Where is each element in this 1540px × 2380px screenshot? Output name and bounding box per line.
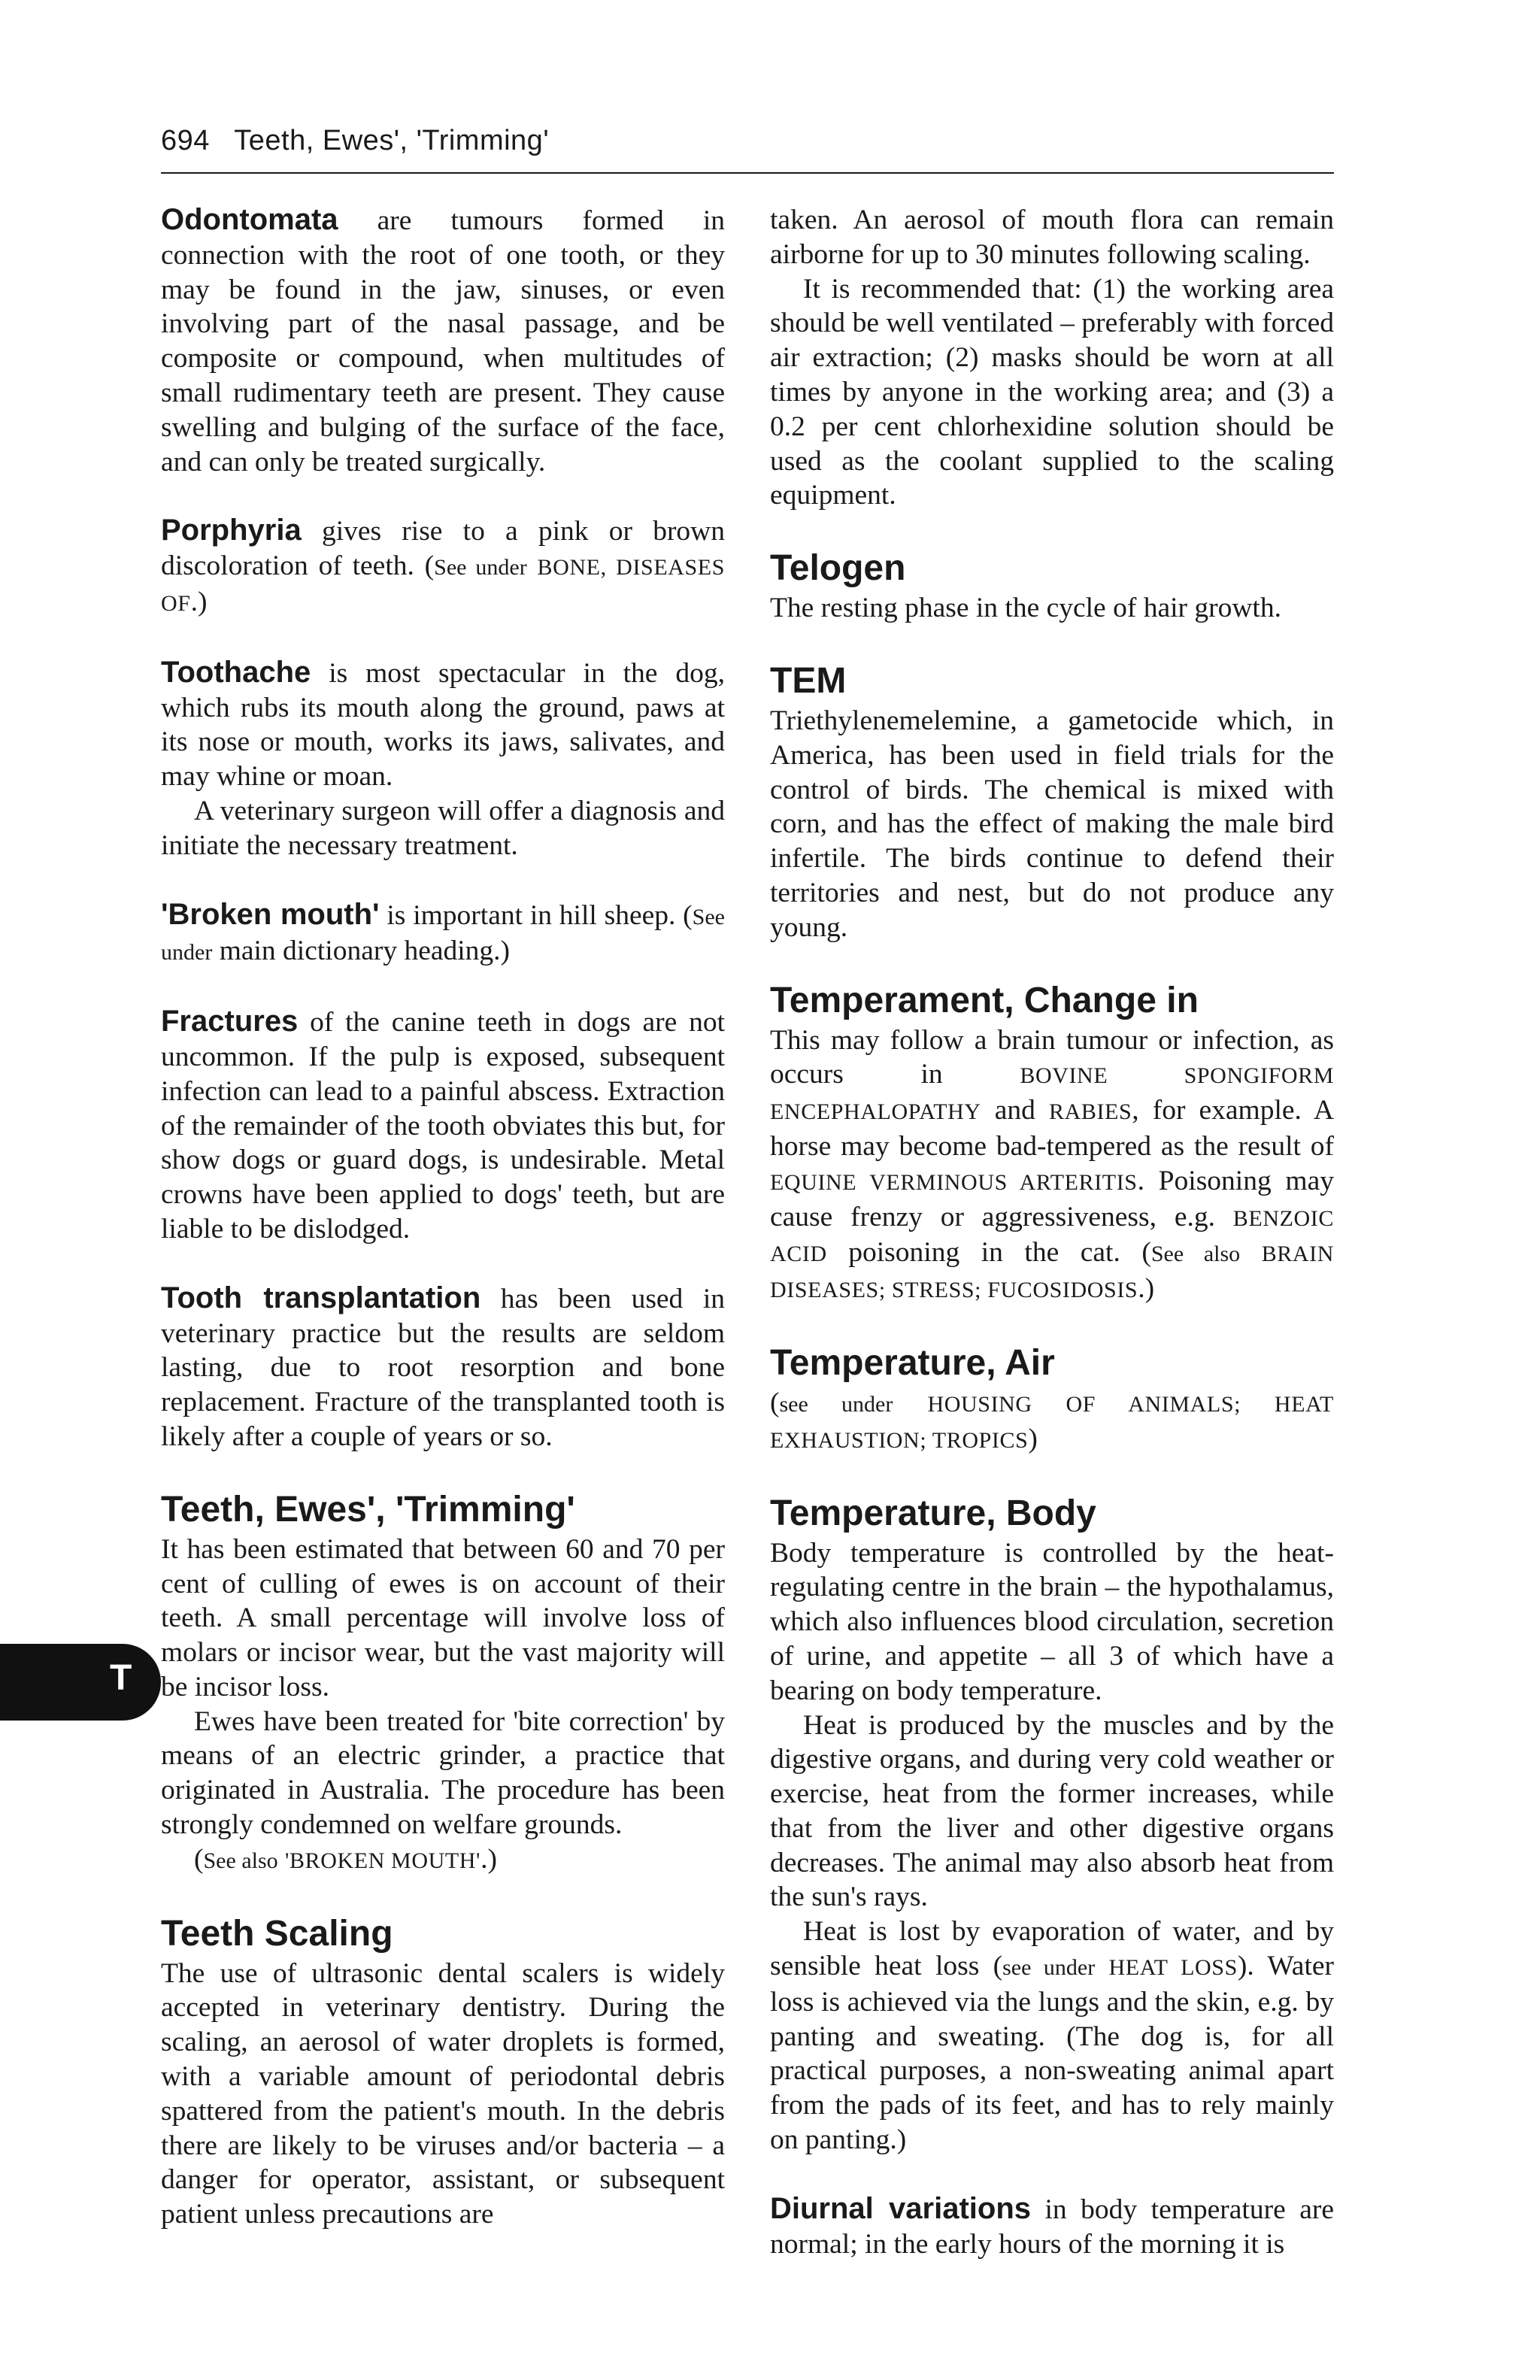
cross-reference: HEAT LOSS	[1108, 1955, 1238, 1981]
running-head	[161, 125, 1334, 157]
cross-reference: EQUINE VERMINOUS ARTERITIS	[770, 1169, 1138, 1195]
see-label: See under	[434, 555, 527, 581]
entry-text: .)	[480, 1843, 497, 1875]
entry-paragraph	[161, 898, 725, 971]
entry-teeth-scaling-continued	[770, 203, 1334, 513]
entry-paragraph: The use of ultrasonic dental scalers is widely accepted in veterinary dentistry. During the scaling, an aerosol of water droplets is formed, with a variable amount of periodontal debris spattered from the patient's mouth. In the debris there are likely to be viruses and/or bacteria – a danger for operator, assistant, or subsequent patient unless precautions are	[161, 1957, 725, 2230]
header-rule	[161, 172, 1334, 174]
entry-telogen	[770, 547, 1334, 626]
entry-diurnal-variations	[770, 2192, 1334, 2262]
entry-teeth-ewes-trimming	[161, 1489, 725, 1878]
entry-odontomata	[161, 203, 725, 479]
entry-porphyria	[161, 514, 725, 620]
see-label: see under	[1002, 1955, 1096, 1981]
entry-paragraph	[770, 1023, 1334, 1308]
entry-heading: Temperature, Body	[770, 1493, 1096, 1533]
cross-reference: BENZOIC ACID	[770, 1205, 1334, 1267]
section-thumb-tab	[0, 1644, 161, 1721]
entry-text: This may follow a brain tumour or infection, as occurs in	[770, 1024, 1334, 1090]
cross-reference: BOVINE SPONGIFORM ENCEPHALOPATHY	[770, 1063, 1334, 1125]
entry-term: Toothache	[161, 655, 311, 689]
entry-term: Tooth transplantation	[161, 1281, 481, 1314]
page-number: 694	[161, 125, 210, 156]
entry-paragraph	[161, 656, 725, 794]
entry-paragraph: It is recommended that: (1) the working area should be well ventilated – preferably with forced air extraction; (2) masks should be worn at all times by anyone in the working area; and (3) a 0.2 per cent chlorhexidine solution should be used as the coolant supplied to the scaling equipment.	[770, 273, 1334, 511]
entry-heading: Temperament, Change in	[770, 980, 1199, 1020]
entry-paragraph	[161, 1005, 725, 1247]
entry-text: )	[1028, 1423, 1038, 1454]
entry-text: Heat is lost by evaporation of water, and by sensible heat loss (	[770, 1916, 1334, 1982]
entry-paragraph	[161, 514, 725, 620]
entry-term: Fractures	[161, 1005, 299, 1038]
entry-paragraph: The resting phase in the cycle of hair growth.	[770, 593, 1281, 624]
entry-paragraph	[770, 2192, 1334, 2262]
entry-teeth-scaling	[161, 1913, 725, 2232]
entry-paragraph: Triethylenemelemine, a gametocide which, in America, has been used in field trials for the control of birds. The chemical is mixed with corn, and has the effect of making the male bird infertile. The birds continue to defend their territories and nest, but do not produce any young.	[770, 705, 1334, 943]
entry-text: main dictionary heading.)	[219, 935, 511, 967]
entry-text: poisoning in the cat. (	[848, 1237, 1151, 1269]
entry-text: of the canine teeth in dogs are not uncommon. If the pulp is exposed, subsequent infection can lead to a painful abscess. Extraction of the remainder of the tooth obviates this but, for show dogs or guard dogs, is undesirable. Metal crowns have been applied to dogs' teeth, but are liable to be dislodged.	[161, 1007, 725, 1245]
right-column	[770, 203, 1334, 2296]
entry-heading: Telogen	[770, 548, 906, 589]
entry-paragraph	[161, 203, 725, 479]
see-label: See also	[1150, 1242, 1241, 1267]
entry-paragraph: Ewes have been treated for 'bite correction' by means of an electric grinder, a practice that originated in Australia. The procedure has been strongly condemned on welfare grounds.	[161, 1705, 725, 1841]
entry-text: (	[194, 1843, 204, 1875]
left-column	[161, 203, 725, 2266]
entry-text: , for example. A horse may become bad-tempered as the result of	[770, 1095, 1334, 1162]
entry-text: (	[770, 1387, 780, 1418]
running-title: Teeth, Ewes', 'Trimming'	[234, 125, 550, 156]
entry-toothache	[161, 656, 725, 863]
entry-heading: TEM	[770, 660, 847, 701]
see-also-line	[161, 1842, 725, 1878]
entry-broken-mouth	[161, 898, 725, 971]
cross-reference: BONE, DISEASES OF	[161, 555, 726, 616]
entry-paragraph	[770, 1915, 1334, 2157]
entry-text: gives rise to a pink or brown discoloration of teeth. (	[161, 516, 726, 582]
entry-paragraph: A veterinary surgeon will offer a diagnosis and initiate the necessary treatment.	[161, 795, 725, 861]
cross-reference: 'BROKEN MOUTH'	[285, 1848, 481, 1873]
entry-temperature-air	[770, 1342, 1334, 1458]
entry-tooth-transplantation	[161, 1281, 725, 1454]
entry-paragraph: It has been estimated that between 60 and 70 per cent of culling of ewes is on account of their teeth. A small percentage will involve loss of molars or incisor wear, but the vast majority will be incisor loss.	[161, 1533, 725, 1702]
cross-reference: HOUSING OF ANIMALS; HEAT EXHAUSTION; TROPICS	[770, 1391, 1334, 1453]
entry-text: has been used in veterinary practice but the results are seldom lasting, due to root resorption and bone replacement. Fracture of the transplanted tooth is likely after a couple of years or so.	[161, 1283, 725, 1452]
entry-term: Odontomata	[161, 203, 338, 236]
cross-reference: BRAIN DISEASES; STRESS; FUCOSIDOSIS	[770, 1242, 1335, 1303]
entry-tem	[770, 660, 1334, 945]
entry-term: Porphyria	[161, 514, 302, 547]
entry-term: 'Broken mouth'	[161, 897, 380, 931]
see-label: See under	[161, 904, 725, 966]
entry-temperature-body	[770, 1493, 1334, 2157]
entry-heading: Teeth, Ewes', 'Trimming'	[161, 1489, 575, 1530]
entry-text: .)	[190, 586, 208, 617]
entry-temperament-change	[770, 980, 1334, 1308]
entry-paragraph: Heat is produced by the muscles and by the digestive organs, and during very cold weather or exercise, heat from the former increases, while that from the liver and other digestive organs decreases. The animal may also absorb heat from the sun's rays.	[770, 1709, 1334, 1913]
entry-paragraph	[770, 1386, 1334, 1458]
see-label: see under	[779, 1391, 893, 1417]
thumb-tab-letter: T	[110, 1658, 132, 1698]
entry-fractures	[161, 1005, 725, 1247]
entry-text: .)	[1138, 1273, 1155, 1305]
entry-heading: Teeth Scaling	[161, 1913, 393, 1954]
entry-text: . Poisoning may cause frenzy or aggressiveness, e.g.	[770, 1165, 1334, 1232]
entry-heading: Temperature, Air	[770, 1342, 1055, 1383]
entry-text: is most spectacular in the dog, which rubs its mouth along the ground, paws at its nose or mouth, works its jaws, salivates, and may whine or moan.	[161, 657, 725, 793]
entry-paragraph: Body temperature is controlled by the heat-regulating centre in the brain – the hypothalamus, which also influences blood circulation, secretion of urine, and appetite – all 3 of which have a bearing on body temperature.	[770, 1537, 1334, 1706]
entry-text: ). Water loss is achieved via the lungs and the skin, e.g. by panting and sweating. (The dog is, for all practical purposes, a non-sweating animal apart from the pads of its feet, and has to rely mainly on panting.)	[770, 1951, 1334, 2156]
entry-text: is important in hill sheep. (	[387, 899, 693, 931]
entry-paragraph	[161, 1281, 725, 1454]
entry-text: in body temperature are normal; in the early hours of the morning it is	[770, 2194, 1334, 2260]
see-label: See also	[203, 1848, 278, 1873]
cross-reference: RABIES	[1048, 1099, 1132, 1125]
entry-paragraph: taken. An aerosol of mouth flora can remain airborne for up to 30 minutes following scaling.	[770, 205, 1334, 270]
entry-term: Diurnal variations	[770, 2191, 1031, 2225]
entry-text: are tumours formed in connection with the root of one tooth, or they may be found in the jaw, sinuses, or even involving part of the nasal passage, and be composite or compound, when multitudes of small rudimentary teeth are present. They cause swelling and bulging of the surface of the face, and can only be treated surgically.	[161, 205, 725, 478]
entry-text: and	[994, 1095, 1035, 1126]
